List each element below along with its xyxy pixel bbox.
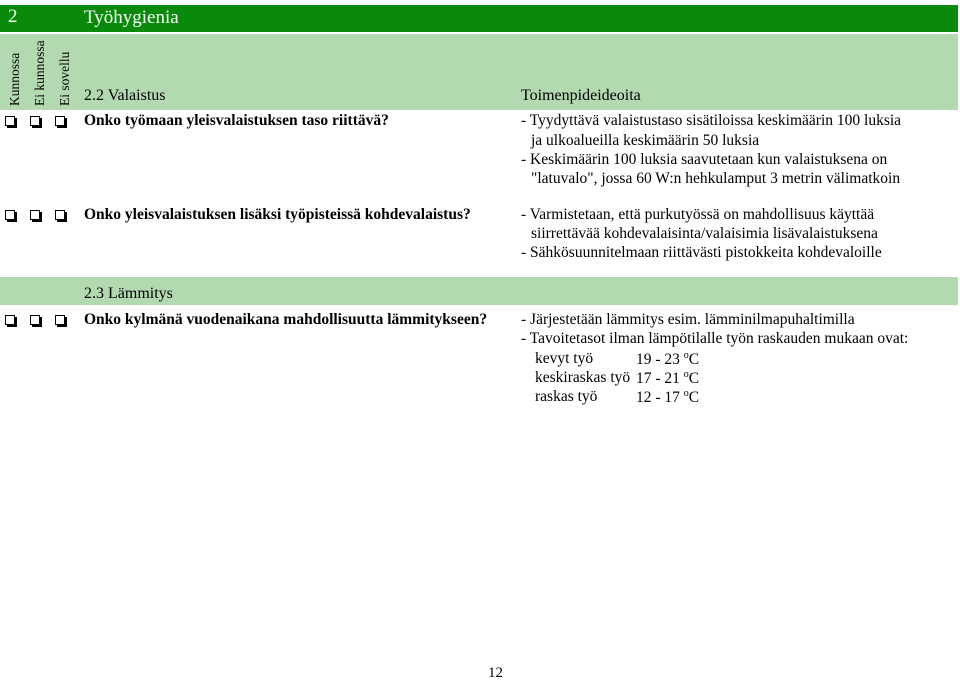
checkbox-q2-ok[interactable] (5, 210, 15, 220)
action-line: "latuvalo", jossa 60 W:n hehkulamput 3 metrin välimatkoin (531, 170, 901, 187)
action-line: - Järjestetään lämmitys esim. lämminilmapuhaltimilla (521, 311, 855, 328)
section-title-heating: 2.3 Lämmitys (84, 285, 173, 302)
checkbox-q3-na[interactable] (55, 315, 65, 325)
temp-label: keskiraskas työ (535, 369, 631, 386)
chapter-title: Työhygienia (84, 7, 179, 28)
temp-value: 19 - 23 $^o$C (636, 350, 700, 369)
column-not-applicable-label: Ei sovellu (57, 51, 72, 106)
checkbox-q2-not-ok[interactable] (30, 210, 40, 220)
checkbox-q3-not-ok[interactable] (30, 315, 40, 325)
question-heating: Onko kylmänä vuodenaikana mahdollisuutta lämmitykseen? (84, 311, 488, 328)
question-spot-lighting: Onko yleisvalaistuksen lisäksi työpisteissä kohdevalaistus? (84, 206, 471, 223)
checkbox-q1-na[interactable] (55, 116, 65, 126)
page-number: 12 (488, 665, 503, 681)
temp-label: kevyt työ (535, 350, 594, 367)
temp-value: 12 - 17 $^o$C (636, 388, 700, 407)
checkbox-q2-na[interactable] (55, 210, 65, 220)
question-lighting-level: Onko työmaan yleisvalaistuksen taso riittävä? (84, 112, 389, 129)
temp-value: 17 - 21 $^o$C (636, 369, 700, 388)
column-ok-label: Kunnossa (7, 52, 22, 106)
chapter-number: 2 (8, 6, 18, 27)
actions-header: Toimenpideideoita (521, 87, 641, 104)
column-not-ok-label: Ei kunnossa (32, 40, 47, 106)
action-line: siirrettävää kohdevalaisinta/valaisimia lisävalaistuksena (531, 225, 878, 242)
checkbox-q1-ok[interactable] (5, 116, 15, 126)
action-line: - Tavoitetasot ilman lämpötilalle työn raskauden mukaan ovat: (521, 330, 909, 347)
action-line: - Tyydyttävä valaistustaso sisätiloissa keskimäärin 100 luksia (521, 112, 902, 129)
checkbox-q1-not-ok[interactable] (30, 116, 40, 126)
action-line: - Sähkösuunnitelmaan riittävästi pistokkeita kohdevaloille (521, 244, 882, 261)
temp-label: raskas työ (535, 388, 598, 405)
section-title-lighting: 2.2 Valaistus (84, 87, 166, 104)
action-line: - Keskimäärin 100 luksia saavutetaan kun valaistuksena on (521, 151, 888, 168)
checkbox-q3-ok[interactable] (5, 315, 15, 325)
action-line: - Varmistetaan, että purkutyössä on mahdollisuus käyttää (521, 206, 875, 223)
action-line: ja ulkoalueilla keskimäärin 50 luksia (531, 132, 760, 149)
